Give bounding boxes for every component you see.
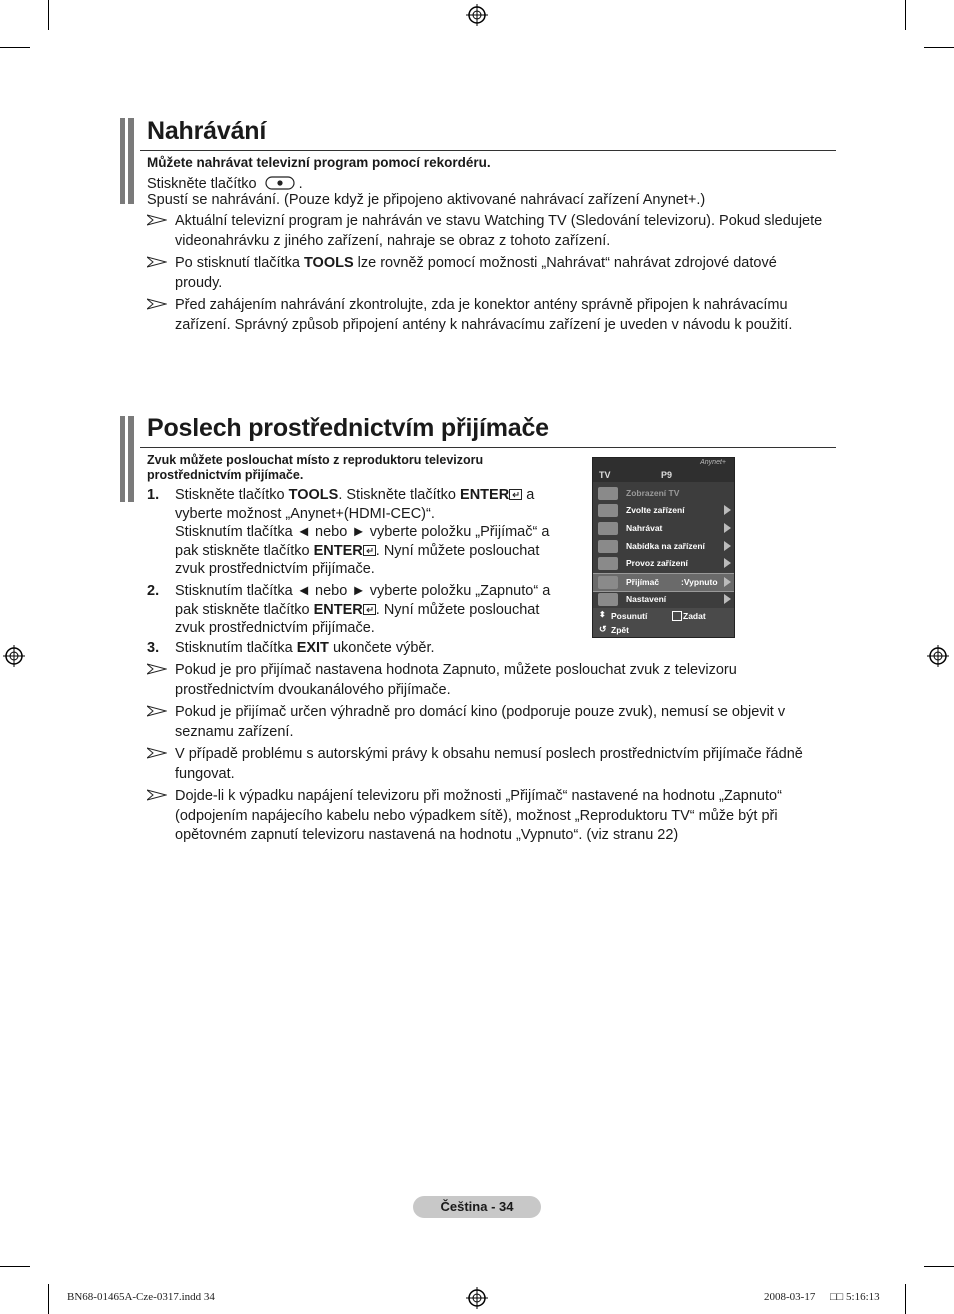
crop-mark [924, 1266, 954, 1267]
osd-item-provoz[interactable]: Provoz zařízení [593, 555, 734, 572]
menu-icon [598, 540, 618, 553]
registration-mark-icon [466, 4, 488, 26]
chevron-right-icon [724, 541, 731, 551]
note-line: Před zahájením nahrávání zkontrolujte, zda je konektor antény správně připojen k nahrávacímu [175, 297, 788, 313]
crop-mark [48, 0, 49, 30]
anynet-osd-menu [592, 457, 735, 638]
section-title: Poslech prostřednictvím přijímače [147, 414, 549, 442]
note-line: videonahrávku z jiného zařízení, nahraje se obraz z tohoto zařízení. [175, 232, 611, 249]
result-line: Spustí se nahrávání. (Pouze když je připojeno aktivované nahrávací zařízení Anynet+.) [147, 192, 706, 208]
enter-icon [509, 489, 522, 500]
enter-icon [363, 545, 376, 556]
step-number: 1. [147, 487, 160, 503]
note-line: Aktuální televizní program je nahráván ve stavu Watching TV (Sledování televizoru). Pokud sledujete [175, 213, 823, 229]
note-text [175, 212, 822, 251]
note-arrow-icon [147, 705, 167, 717]
osd-item-prijimac[interactable]: Přijímač :Vypnuto [593, 573, 734, 592]
step-number: 2. [147, 583, 160, 599]
osd-source: TV [599, 470, 611, 480]
section-bar [120, 118, 134, 204]
note-arrow-icon [147, 256, 167, 268]
section-intro: Zvuk můžete poslouchat místo z reproduktoru televizoru prostřednictvím přijímače. [147, 453, 484, 482]
osd-channel: P9 [661, 470, 673, 480]
record-button-icon [265, 176, 295, 190]
move-icon: ⬍ [599, 610, 606, 619]
step-text: Stisknutím tlačítka EXIT ukončete výběr. [175, 640, 435, 656]
note-text: Pokud je přijímač určen výhradně pro domácí kino (podporuje pouze zvuk), nemusí se objevit v seznamu zařízení. [175, 704, 786, 740]
receiver-icon [598, 576, 618, 589]
note-arrow-icon [147, 789, 167, 801]
note-arrow-icon [147, 298, 167, 310]
page-number-badge: Čeština - 34 [413, 1196, 541, 1218]
section-title: Nahrávání [147, 117, 267, 145]
operation-icon [598, 557, 618, 570]
note-arrow-icon [147, 214, 167, 226]
note-text: Dojde-li k výpadku napájení televizoru při možnosti „Přijímač“ nastavené na hodnotu „Zapnuto“ (odpojením napájecího kabelu nebo výpadkem sítě), možnost „Reproduktoru TV“ může být při opětovném zapnutí televizoru nastavená na hodnotu „Vypnuto“. (viz stranu 22) [175, 788, 782, 843]
crop-mark [905, 1284, 906, 1314]
osd-item-value: :Vypnuto [681, 577, 718, 587]
crop-mark [0, 1266, 30, 1267]
chevron-right-icon [724, 594, 731, 604]
chevron-right-icon [724, 523, 731, 533]
note-text: Pokud je pro přijímač nastavena hodnota Zapnuto, můžete poslouchat zvuk z televizoru prostřednictvím dvoukanálového přijímače. [175, 662, 737, 698]
note-line: Po stisknutí tlačítka TOOLS lze rovněž pomocí možnosti „Nahrávat“ nahrávat zdrojové datové [175, 255, 777, 271]
step-number: 3. [147, 640, 160, 656]
osd-item-nahravat[interactable]: Nahrávat [593, 520, 734, 537]
back-icon: ↺ [599, 624, 607, 634]
osd-item-zvolte-zarizeni[interactable]: Zvolte zařízení [593, 502, 734, 519]
registration-mark-icon [466, 1287, 488, 1309]
crop-mark [0, 47, 30, 48]
crop-mark [905, 0, 906, 30]
section-rule [140, 150, 836, 151]
osd-move-label: Posunutí [611, 611, 648, 621]
section-rule [140, 447, 836, 448]
osd-back-label: Zpět [611, 625, 629, 635]
enter-icon [672, 611, 682, 621]
osd-footer [593, 608, 734, 637]
device-icon [598, 504, 618, 517]
footer-time: □□ 5:16:13 [830, 1291, 880, 1303]
note-arrow-icon [147, 747, 167, 759]
note-line: zařízení. Správný způsob připojení antény k nahrávacímu zařízení je uveden v návodu k použití. [175, 316, 793, 333]
press-text: Stiskněte tlačítko [147, 176, 257, 192]
section-bar [120, 416, 134, 502]
note-arrow-icon [147, 663, 167, 675]
osd-item-zobrazeni-tv[interactable]: Zobrazení TV [593, 485, 734, 502]
press-suffix: . [298, 176, 303, 192]
step-text: Stiskněte tlačítko TOOLS. Stiskněte tlačítko ENTER a vyberte možnost „Anynet+(HDMI-CEC)“. Stisknutím tlačítka ◄ nebo ► vyberte položku „Přijímač“ a pak stiskněte tlačítko ENTER . Nyní můžete poslouchat zvuk prostřednictvím přijímače. [175, 487, 550, 577]
crop-mark [48, 1284, 49, 1314]
chevron-right-icon [724, 558, 731, 568]
osd-item-nabidka[interactable]: Nabídka na zařízení [593, 538, 734, 555]
note-text [175, 254, 777, 293]
osd-enter-label: Zadat [683, 611, 706, 621]
chevron-right-icon [724, 505, 731, 515]
note-text: V případě problému s autorskými právy k obsahu nemusí poslech prostřednictvím přijímače řádně fungovat. [175, 746, 803, 782]
settings-icon [598, 593, 618, 606]
footer-file: BN68-01465A-Cze-0317.indd 34 [67, 1291, 215, 1303]
chevron-right-icon [724, 577, 731, 587]
registration-mark-icon [3, 645, 25, 667]
anynet-logo: Anynet+ [700, 459, 726, 466]
footer-date: 2008-03-17 [764, 1291, 816, 1303]
tv-icon [598, 487, 618, 500]
step-text: Stisknutím tlačítka ◄ nebo ► vyberte položku „Zapnuto“ a pak stiskněte tlačítko ENTER . Nyní můžete poslouchat zvuk prostřednictvím přijímače. [175, 583, 551, 636]
section-intro: Můžete nahrávat televizní program pomocí rekordéru. [147, 155, 491, 170]
record-icon [598, 522, 618, 535]
note-text [175, 296, 792, 335]
crop-mark [924, 47, 954, 48]
registration-mark-icon [927, 645, 949, 667]
enter-icon [363, 604, 376, 615]
note-line: proudy. [175, 274, 223, 291]
osd-item-nastaveni[interactable]: Nastavení [593, 591, 734, 608]
osd-header [593, 458, 734, 482]
